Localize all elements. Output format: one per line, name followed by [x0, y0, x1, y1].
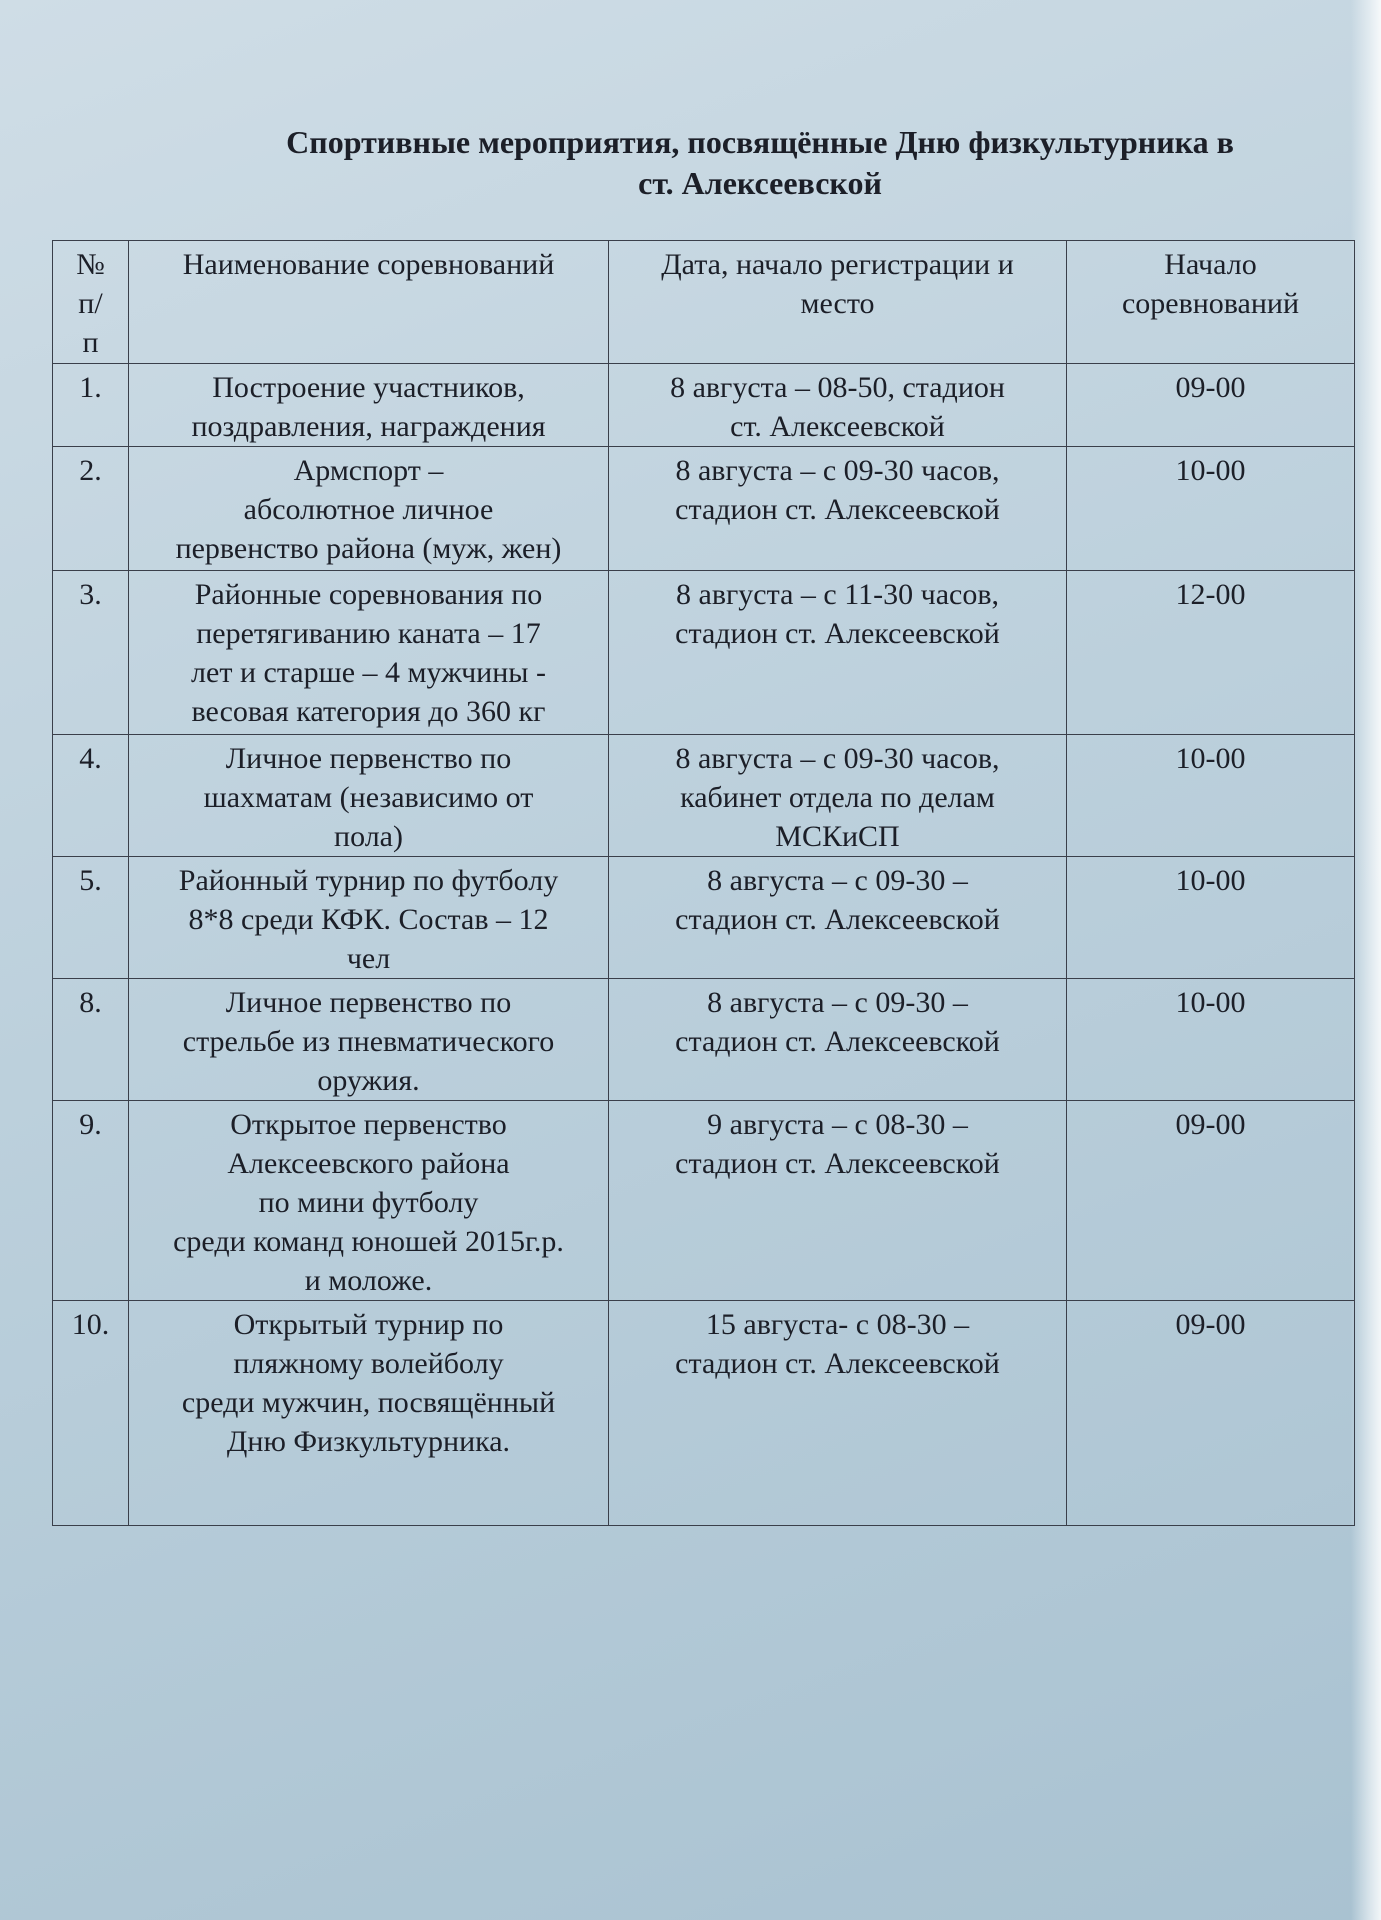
event-name — [129, 735, 609, 857]
table-row — [53, 979, 1355, 1101]
event-date-place-line: стадион ст. Алексеевской — [675, 903, 1000, 936]
event-name-line: оружия. — [317, 1064, 420, 1097]
event-name-line: Армспорт – — [293, 454, 444, 487]
event-name — [129, 1101, 609, 1301]
event-name-line: среди команд юношей 2015г.р. — [173, 1225, 564, 1258]
event-date-place-line: 8 августа – 08-50, стадион — [670, 371, 1005, 404]
event-name — [129, 447, 609, 571]
event-date-place — [609, 364, 1067, 447]
event-date-place-line: 8 августа – с 09-30 – — [707, 986, 968, 1019]
header-name-line: Наименование соревнований — [182, 248, 555, 281]
table-row — [53, 364, 1355, 447]
event-name-line: чел — [346, 942, 391, 975]
event-name — [129, 364, 609, 447]
event-date-place — [609, 857, 1067, 979]
event-date-place-line: 9 августа – с 08-30 – — [707, 1108, 968, 1141]
row-number: 2. — [53, 447, 129, 571]
event-name — [129, 857, 609, 979]
event-date-place-line: ст. Алексеевской — [730, 410, 945, 443]
event-name-line: Открытое первенство — [230, 1108, 507, 1141]
event-name-line: первенство района (муж, жен) — [175, 532, 562, 565]
event-name-line: лет и старше – 4 мужчины - — [191, 656, 546, 689]
table-row — [53, 447, 1355, 571]
event-name-line: среди мужчин, посвящённый — [181, 1386, 556, 1419]
events-table — [52, 240, 1355, 1526]
header-start — [1067, 241, 1355, 364]
event-date-place-line: 8 августа – с 09-30 часов, — [675, 454, 1000, 487]
event-name-line: шахматам (независимо от — [203, 781, 534, 814]
event-name — [129, 1301, 609, 1526]
event-name-line: пола) — [334, 820, 403, 853]
header-date-line: место — [800, 287, 875, 320]
header-start-line: соревнований — [1121, 287, 1300, 320]
table-row — [53, 857, 1355, 979]
event-start-time: 09-00 — [1067, 1101, 1355, 1301]
event-name-line: Личное первенство по — [225, 742, 512, 775]
event-name-line: по мини футболу — [258, 1186, 479, 1219]
event-date-place-line: МСКиСП — [775, 820, 900, 853]
event-date-place — [609, 979, 1067, 1101]
event-name-line: Районный турнир по футболу — [178, 864, 559, 897]
event-name-line: 8*8 среди КФК. Состав – 12 — [188, 903, 549, 936]
event-date-place — [609, 447, 1067, 571]
event-date-place-line: 8 августа – с 11-30 часов, — [676, 578, 999, 611]
row-number: 9. — [53, 1101, 129, 1301]
header-start-line: Начало — [1164, 248, 1257, 281]
event-start-time: 10-00 — [1067, 735, 1355, 857]
row-number: 4. — [53, 735, 129, 857]
event-date-place — [609, 735, 1067, 857]
event-date-place-line: 15 августа- с 08-30 – — [705, 1308, 970, 1341]
paper-edge — [1351, 0, 1381, 1920]
table-row — [53, 1101, 1355, 1301]
event-date-place — [609, 1101, 1067, 1301]
event-date-place-line: стадион ст. Алексеевской — [675, 617, 1000, 650]
event-name-line: Алексеевского района — [227, 1147, 510, 1180]
event-name-line: перетягиванию каната – 17 — [196, 617, 541, 650]
event-name-line: и моложе. — [304, 1264, 433, 1297]
document-title — [190, 122, 1330, 204]
title-line-2: ст. Алексеевской — [638, 165, 882, 201]
header-name — [129, 241, 609, 364]
event-date-place — [609, 571, 1067, 735]
event-name — [129, 571, 609, 735]
event-date-place-line: 8 августа – с 09-30 часов, — [675, 742, 1000, 775]
row-number: 8. — [53, 979, 129, 1101]
event-name-line: поздравления, награждения — [191, 410, 546, 443]
row-number: 5. — [53, 857, 129, 979]
event-date-place-line: стадион ст. Алексеевской — [675, 1025, 1000, 1058]
event-name-line: стрельбе из пневматического — [182, 1025, 555, 1058]
event-name-line: Личное первенство по — [225, 986, 512, 1019]
header-num-line: № — [76, 248, 105, 281]
table-row — [53, 571, 1355, 735]
header-num — [53, 241, 129, 364]
row-number: 3. — [53, 571, 129, 735]
event-name-line: весовая категория до 360 кг — [191, 695, 546, 728]
event-start-time: 10-00 — [1067, 857, 1355, 979]
header-date-line: Дата, начало регистрации и — [661, 248, 1014, 281]
title-line-1: Спортивные мероприятия, посвящённые Дню физкультурника в — [286, 124, 1234, 160]
event-name-line: Дню Физкультурника. — [226, 1425, 511, 1458]
event-name-line: пляжному волейболу — [233, 1347, 504, 1380]
header-date — [609, 241, 1067, 364]
table-header-row — [53, 241, 1355, 364]
event-name-line: абсолютное личное — [243, 493, 494, 526]
event-start-time: 09-00 — [1067, 1301, 1355, 1526]
event-name-line: Построение участников, — [212, 371, 525, 404]
event-start-time: 12-00 — [1067, 571, 1355, 735]
header-num-line: п/ — [78, 287, 103, 320]
event-name-line: Районные соревнования по — [194, 578, 543, 611]
table-row — [53, 735, 1355, 857]
table-row — [53, 1301, 1355, 1526]
header-num-line: п — [82, 326, 99, 359]
row-number: 10. — [53, 1301, 129, 1526]
event-date-place-line: стадион ст. Алексеевской — [675, 1347, 1000, 1380]
row-number: 1. — [53, 364, 129, 447]
event-date-place — [609, 1301, 1067, 1526]
event-name-line: Открытый турнир по — [233, 1308, 504, 1341]
event-date-place-line: кабинет отдела по делам — [680, 781, 995, 814]
event-date-place-line: 8 августа – с 09-30 – — [707, 864, 968, 897]
event-date-place-line: стадион ст. Алексеевской — [675, 1147, 1000, 1180]
event-start-time: 10-00 — [1067, 447, 1355, 571]
event-start-time: 09-00 — [1067, 364, 1355, 447]
event-date-place-line: стадион ст. Алексеевской — [675, 493, 1000, 526]
event-start-time: 10-00 — [1067, 979, 1355, 1101]
event-name — [129, 979, 609, 1101]
